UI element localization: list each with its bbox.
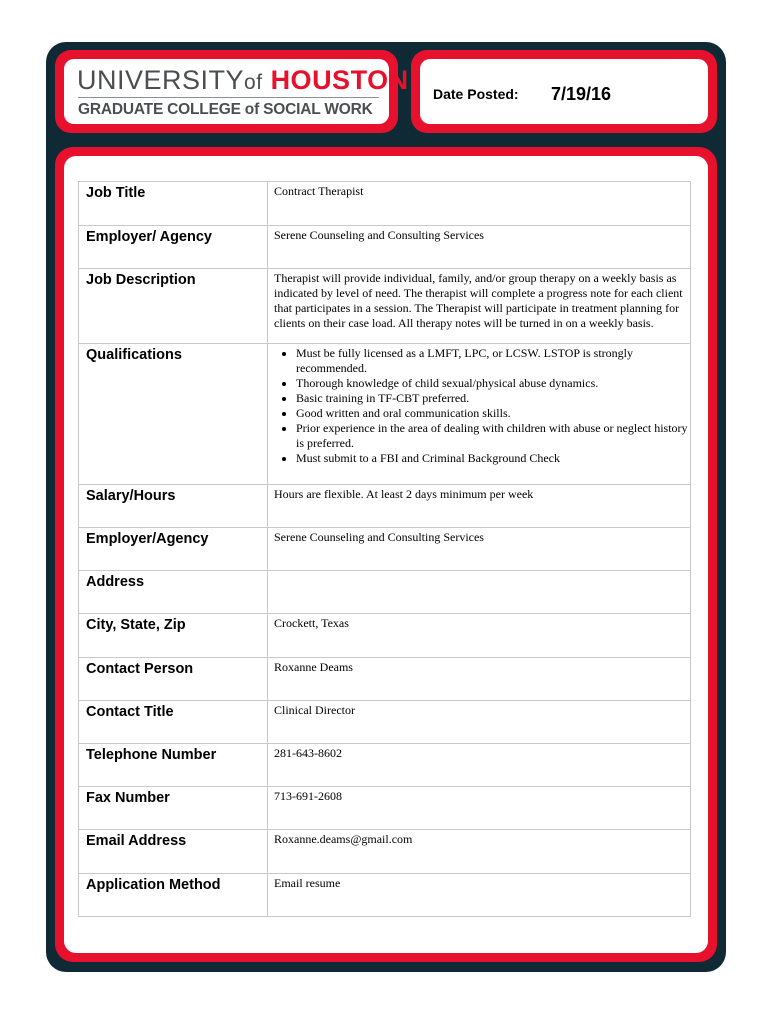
value-fax: 713-691-2608 [268, 787, 691, 830]
qualification-item: • Prior experience in the area of dealing with children with abuse or neglect history is preferred. [296, 421, 690, 451]
row-telephone [79, 744, 691, 787]
value-salary-hours: Hours are flexible. At least 2 days minimum per week [268, 485, 691, 528]
job-posting-table [78, 181, 691, 917]
value-telephone: 281-643-8602 [268, 744, 691, 787]
label-contact-title: Contact Title [79, 701, 268, 744]
value-employer-agency: Serene Counseling and Consulting Services [268, 226, 691, 269]
label-job-description: Job Description [79, 269, 268, 344]
value-contact-title: Clinical Director [268, 701, 691, 744]
label-qualifications: Qualifications [79, 344, 268, 485]
label-telephone: Telephone Number [79, 744, 268, 787]
label-email: Email Address [79, 830, 268, 874]
university-logo: UNIVERSITYof HOUSTON [77, 65, 409, 95]
row-employer-agency [79, 226, 691, 269]
value-job-description: Therapist will provide individual, family, and/or group therapy on a weekly basis as indicated by level of need. The therapist will complete a progress note for each client that participates in a session. The Therapist will participate in treatment planning for clients on their case load. All therapy notes will be turned in on a weekly basis. [268, 269, 691, 344]
row-address [79, 571, 691, 614]
label-contact-person: Contact Person [79, 658, 268, 701]
label-employer-agency: Employer/ Agency [79, 226, 268, 269]
value-address [268, 571, 691, 614]
row-email [79, 830, 691, 874]
qualification-item: • Good written and oral communication skills. [296, 406, 690, 421]
row-city-state-zip [79, 614, 691, 658]
row-application-method [79, 874, 691, 917]
value-application-method: Email resume [268, 874, 691, 917]
email-link[interactable]: Roxanne.deams@gmail.com [268, 830, 691, 874]
college-name: GRADUATE COLLEGE of SOCIAL WORK [78, 101, 373, 118]
row-salary-hours [79, 485, 691, 528]
row-qualifications [79, 344, 691, 485]
row-fax [79, 787, 691, 830]
row-job-title [79, 182, 691, 226]
date-posted-label: Date Posted: [433, 86, 519, 102]
label-city-state-zip: City, State, Zip [79, 614, 268, 658]
value-qualifications [268, 344, 691, 485]
date-posted-value: 7/19/16 [551, 84, 612, 104]
date-panel [411, 50, 717, 133]
label-application-method: Application Method [79, 874, 268, 917]
qualification-item: • Must be fully licensed as a LMFT, LPC, or LCSW. LSTOP is strongly recommended. [296, 346, 690, 376]
label-address: Address [79, 571, 268, 614]
label-employer-agency-2: Employer/Agency [79, 528, 268, 571]
qualification-item: • Basic training in TF-CBT preferred. [296, 391, 690, 406]
value-employer-agency-2: Serene Counseling and Consulting Services [268, 528, 691, 571]
qualification-item: • Must submit to a FBI and Criminal Background Check [296, 451, 690, 466]
label-fax: Fax Number [79, 787, 268, 830]
row-contact-person [79, 658, 691, 701]
logo-divider [78, 97, 379, 98]
row-contact-title [79, 701, 691, 744]
qualification-item: • Thorough knowledge of child sexual/physical abuse dynamics. [296, 376, 690, 391]
label-job-title: Job Title [79, 182, 268, 226]
logo-panel [55, 50, 409, 133]
qualifications-list [274, 346, 690, 466]
row-job-description [79, 269, 691, 344]
value-city-state-zip: Crockett, Texas [268, 614, 691, 658]
row-employer-agency-2 [79, 528, 691, 571]
value-job-title: Contract Therapist [268, 182, 691, 226]
label-salary-hours: Salary/Hours [79, 485, 268, 528]
value-contact-person: Roxanne Deams [268, 658, 691, 701]
